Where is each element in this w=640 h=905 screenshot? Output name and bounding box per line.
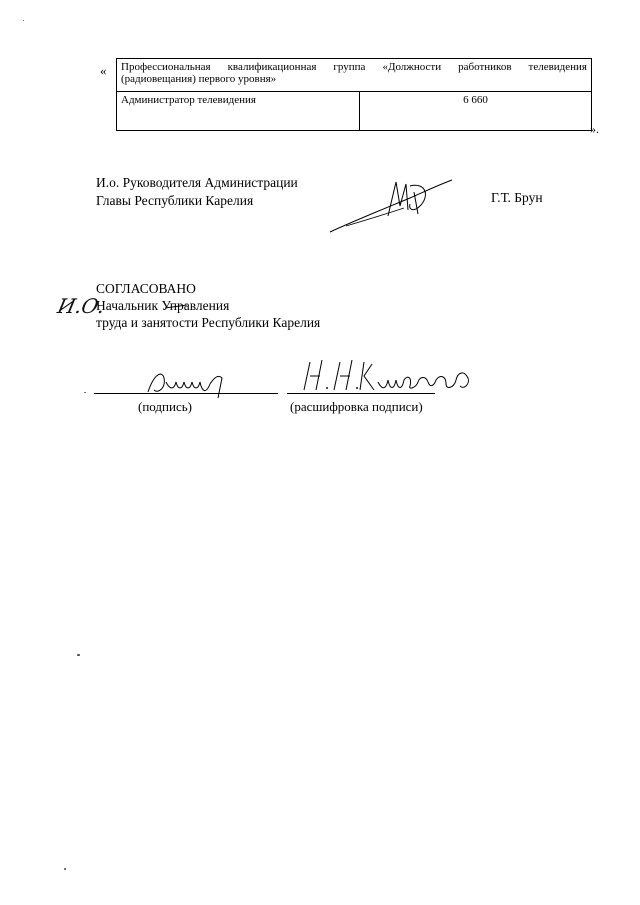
signature-caption: (подпись) (138, 399, 192, 414)
position-cell: Администратор телевидения (117, 92, 360, 131)
signatory-role (96, 174, 298, 210)
head-signature-graphic (326, 176, 456, 236)
opening-quote: « (100, 63, 107, 78)
closing-quote: ». (590, 122, 599, 136)
name-decode-caption: (расшифровка подписи) (290, 399, 423, 414)
table-row (117, 92, 592, 131)
scan-speck (23, 20, 24, 21)
handwritten-acting-prefix: И.О. (55, 294, 108, 318)
approval-heading: СОГЛАСОВАНО (96, 281, 196, 296)
name-decode-line (287, 393, 435, 394)
signatory-role-line2: Главы Республики Карелия (96, 193, 254, 208)
approver-title-line1: Начальник Управления (96, 298, 230, 313)
salary-table (116, 58, 592, 131)
scan-speck (84, 392, 86, 393)
group-header-cell: Профессиональная квалификационная группа «Должности работников телевидения (радиовещания) первого уровня» (117, 59, 592, 92)
scan-speck (64, 868, 66, 870)
approver-title-line2: труда и занятости Республики Карелия (96, 315, 321, 330)
signature-line (94, 393, 278, 394)
salary-cell: 6 660 (360, 92, 592, 131)
approval-block (96, 280, 320, 331)
approver-signature-graphic (140, 364, 240, 400)
table-group-row (117, 59, 592, 92)
signatory-role-line1: И.о. Руководителя Администрации (96, 175, 298, 190)
signatory-name: Г.Т. Брун (491, 190, 543, 205)
scan-speck (77, 654, 80, 656)
approver-name-handwriting (298, 356, 480, 396)
